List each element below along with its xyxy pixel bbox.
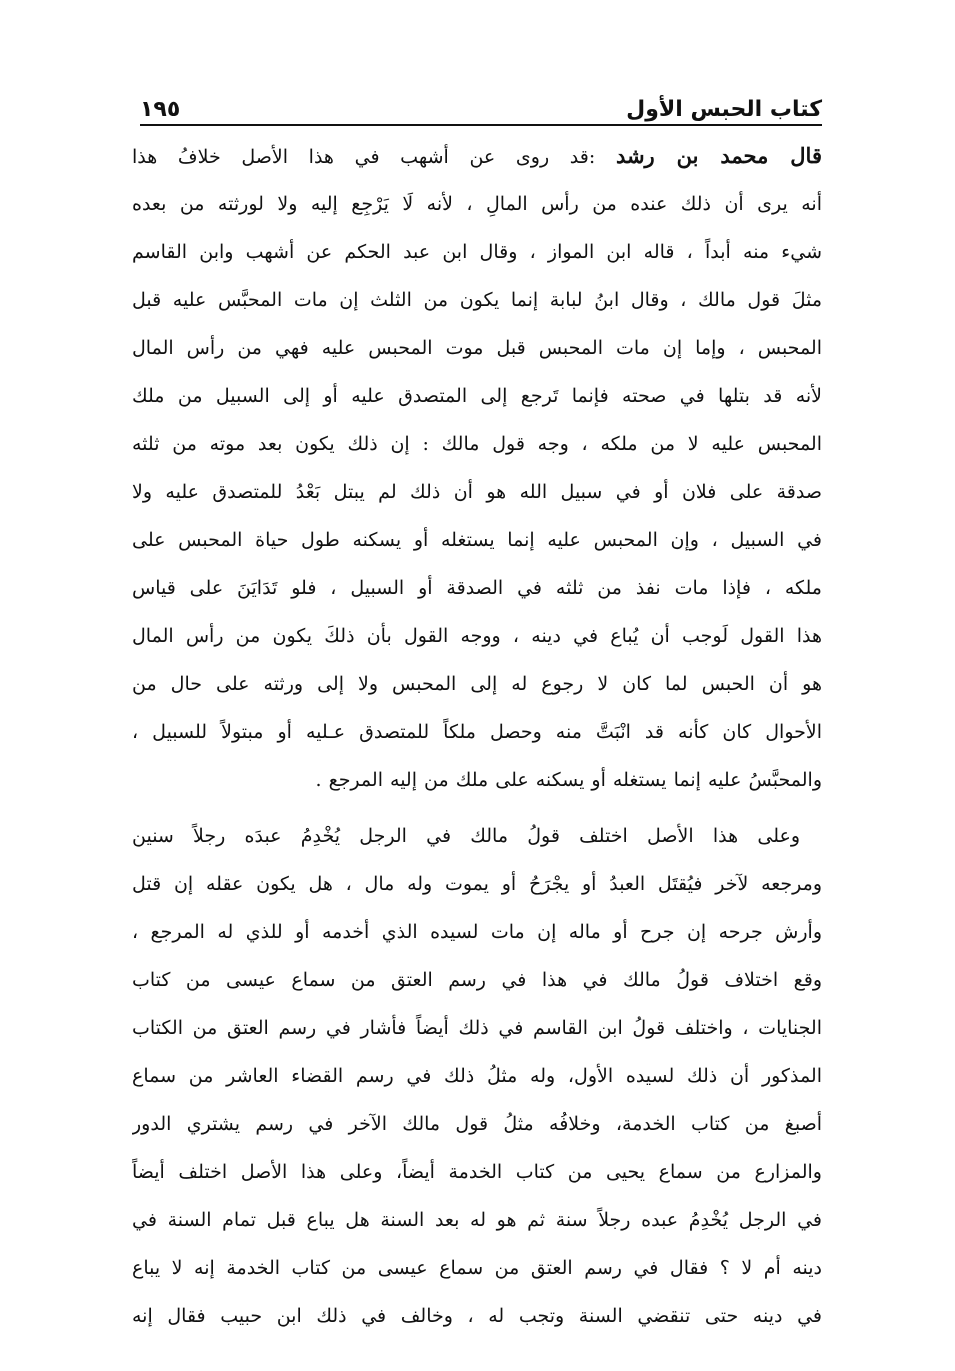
page-header: [140, 84, 822, 124]
text-line: أصبغ من كتاب الخدمة، وخلافُه مثلُ قول مالك الآخر في رسم يشتري الدور: [132, 1113, 822, 1135]
text-line: شيء منه أبداً ، قاله ابن المواز ، وقال ابن عبد الحكم عن أشهب وابن القاسم: [132, 241, 822, 263]
text-line: دينه أم لا ؟ فقال في رسم العتق من سماع عيسى من كتاب الخدمة إنه لا يباع: [132, 1257, 822, 1279]
text-line: أنه يرى أن ذلك عنده من رأس المالِ ، لأنه لَا يَرْجِع إليه ولا لورثته من بعده: [132, 193, 822, 215]
page-body: [132, 132, 822, 1340]
paragraph-commentary: [132, 132, 822, 804]
text-line: المحبس عليه لا من ملكه ، وجه قول مالك : إن ذلك يكون بعد موته من ثلثه: [132, 433, 822, 455]
text-line: [132, 132, 822, 180]
paragraph-disagreement: [132, 812, 822, 1340]
text-line: في الرجل يُخْدِمُ عبده رجلاً سنة ثم هو له بعد السنة هل يباع قبل تمام السنة في: [132, 1209, 822, 1231]
text-line: والمزارع من سماع يحيى من كتاب الخدمة أيضاً، وعلى هذا الأصل اختلف أيضاً: [132, 1161, 822, 1183]
text-line: ومرجعه لآخر فيُقتَل العبدُ أو يجْرَحُ أو يموت وله مال ، هل يكون عقله إن قتل: [132, 873, 822, 895]
text-line: ملكه ، فإذا مات نفذ من ثلثه في الصدقة أو السبيل ، فلو تَدَايَنَ على قياس: [132, 577, 822, 599]
text-line: هذا القول لَوجب أن يُباع في دينه ، ووجه القول بأن ذلكَ يكون من رأس المال: [132, 625, 822, 647]
text-line: مثلَ قول مالك ، وقال ابنُ لبابة إنما يكون من الثلث إن مات المحبَّس عليه قبل: [132, 289, 822, 311]
text-line: الجنايات ، واختلف قولُ ابن القاسم في ذلك أيضاً فأشار في رسم العتق من الكتاب: [132, 1017, 822, 1039]
page-number: ١٩٥: [140, 97, 181, 122]
text-line: الأحوال كان كأنه قد انْبَتَّ منه وحصل ملكاً للمتصدق عـليه أو مبتولاً للسبيل ،: [132, 721, 822, 743]
running-title: كتاب الحبس الأول: [626, 97, 822, 122]
text-line: المذكور أن ذلك لسيده الأول، وله مثلُ ذلك في رسم القضاء العاشر من سماع: [132, 1065, 822, 1087]
text-line: هو أن الحبس لما كان لا رجوع له إلى المحبس ولا إلى ورثته على حال من: [132, 673, 822, 695]
text-segment: :قد روى عن أشهب في هذا الأصل خلافُ هذا: [132, 146, 596, 168]
text-line: صدقة على فلان أو في سبيل الله هو أن ذلك لم يبتل بَعْدُ للمتصدق عليه ولا: [132, 481, 822, 503]
text-line: في دينه حتى تنقضي السنة وتجب له ، وخالف في ذلك ابن حبيب فقال إنه: [132, 1305, 822, 1327]
text-line: وأرش جرحه إن جرح أو ماله إن مات لسيده الذي أخدمه أو للذي له المرجع ،: [132, 921, 822, 943]
text-line: المحبس ، وإما إن مات المحبس قبل موت المحبس عليه فهي من رأس المال: [132, 337, 822, 359]
speaker-name: قال محمد بن رشد: [615, 143, 822, 168]
text-line: وقع اختلاف قولُ مالك في هذا في رسم العتق من سماع عيسى من كتاب: [132, 969, 822, 991]
text-line: في السبيل ، وإن المحبس عليه إنما يستغله أو يسكنه طول حياة المحبس على: [132, 529, 822, 551]
text-line: [132, 812, 822, 860]
text-line: لأنه قد بتلها في صحته فإنما تَرجع إلى المتصدق عليه أو إلى السبيل من ملك: [132, 385, 822, 407]
text-segment: وعلى هذا الأصل اختلف قولُ مالك في الرجل يُخْدِمُ عبدَه رجلاً سنين: [132, 825, 800, 847]
header-rule: [140, 124, 822, 126]
paragraph-gap: [132, 804, 822, 812]
text-line: والمحبَّسُ عليه إنما يستغله أو يسكنه على ملك من إليه المرجع .: [315, 769, 822, 791]
